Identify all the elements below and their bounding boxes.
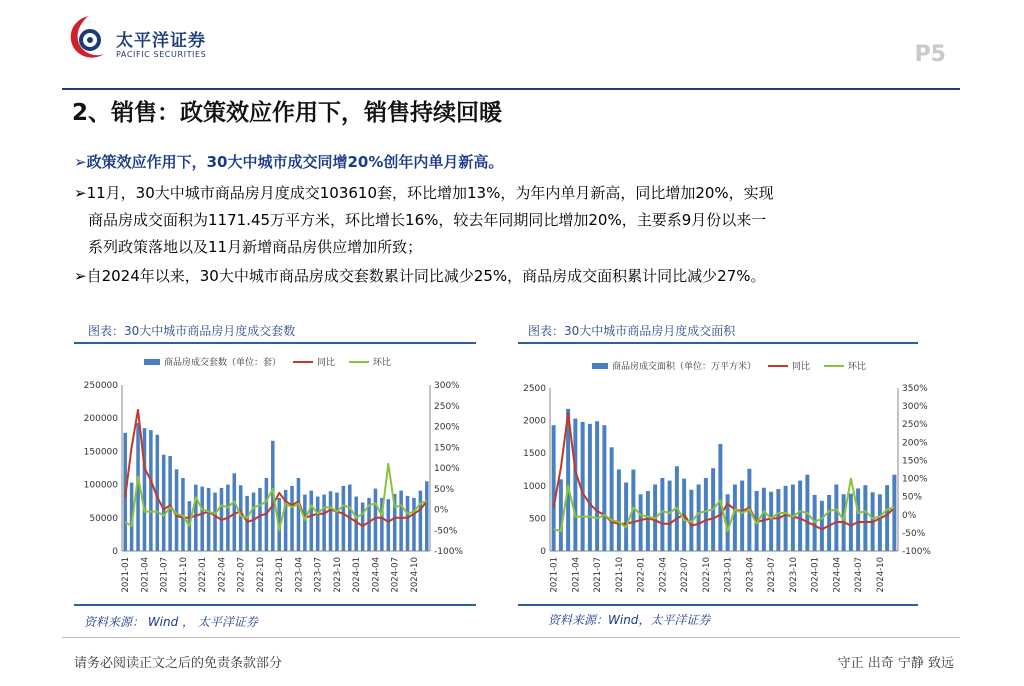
y-right-tick-label: 250%	[902, 420, 928, 431]
left-chart-caption-rule	[74, 342, 476, 344]
y-right-tick-label: 250%	[434, 401, 460, 412]
bar	[245, 496, 249, 551]
x-tick-label: 2023-01	[275, 557, 286, 593]
y-right-tick-label: -100%	[902, 547, 931, 557]
legend-label-mom: 环比	[373, 358, 392, 368]
bar	[290, 486, 294, 551]
left-chart-source: 资料来源： Wind ， 太平洋证券	[84, 615, 258, 629]
x-tick-label: 2022-01	[636, 557, 647, 593]
bar	[827, 495, 831, 551]
right-chart-source-rule	[518, 604, 918, 606]
bar	[776, 489, 780, 551]
bar	[784, 486, 788, 551]
brand-logo	[66, 14, 206, 66]
x-tick-label: 2023-04	[745, 557, 756, 593]
bar	[425, 481, 429, 551]
bar	[322, 495, 326, 551]
x-tick-label: 2024-10	[875, 557, 886, 593]
x-tick-label: 2024-04	[832, 557, 843, 593]
bar	[258, 488, 262, 551]
bar	[233, 473, 237, 551]
right-chart-source: 资料来源：Wind，太平洋证券	[548, 613, 711, 627]
bar	[149, 430, 153, 551]
y-left-tick-label: 200000	[83, 414, 118, 425]
legend-swatch-bar	[592, 363, 608, 369]
x-tick-label: 2023-01	[723, 557, 734, 593]
x-tick-label: 2021-07	[159, 557, 170, 593]
legend-label-mom: 环比	[848, 362, 867, 372]
x-tick-label: 2024-07	[390, 557, 401, 593]
y-right-tick-label: 50%	[902, 492, 923, 503]
bar	[297, 478, 301, 551]
bar	[834, 484, 838, 551]
bar	[162, 455, 166, 551]
bullet-november-line3: 系列政策落地以及11月新增商品房供应增加所致；	[88, 238, 423, 256]
bullet-november-line2: 商品房成交面积为1171.45万平方米，环比增长16%，较去年同期同比增加20%，主要系9月份以来一	[88, 211, 767, 229]
y-right-tick-label: 350%	[902, 384, 928, 394]
bar	[143, 428, 147, 551]
y-left-tick-label: 100000	[83, 480, 118, 491]
bar	[602, 425, 606, 551]
x-tick-label: 2022-04	[658, 557, 669, 593]
y-right-tick-label: 150%	[902, 456, 928, 467]
x-tick-label: 2023-07	[767, 557, 778, 593]
bar	[239, 485, 243, 551]
x-tick-label: 2022-07	[236, 557, 247, 593]
bar	[213, 493, 217, 551]
bar	[316, 497, 320, 551]
y-left-tick-label: 50000	[89, 513, 118, 524]
bar	[697, 484, 701, 551]
x-tick-label: 2021-10	[614, 557, 625, 593]
bar	[335, 493, 339, 551]
bar	[559, 479, 563, 551]
y-right-tick-label: 300%	[434, 381, 460, 391]
bar	[419, 491, 423, 551]
x-tick-label: 2023-10	[332, 557, 343, 593]
y-right-tick-label: -100%	[434, 547, 463, 557]
y-right-tick-label: 300%	[902, 402, 928, 413]
right-chart-caption: 图表：30大中城市商品房月度成交面积	[528, 324, 736, 338]
y-right-tick-label: 150%	[434, 443, 460, 454]
y-left-tick-label: 500	[528, 514, 546, 525]
bar	[820, 501, 824, 551]
bar	[624, 483, 628, 551]
legend-label-yoy: 同比	[792, 362, 811, 372]
footer-disclaimer: 请务必阅读正文之后的免责条款部分	[74, 656, 283, 671]
bar	[704, 478, 708, 551]
x-tick-label: 2024-01	[810, 557, 821, 593]
y-left-tick-label: 0	[540, 547, 546, 557]
pacific-securities-logo-icon	[66, 14, 110, 62]
y-right-tick-label: -50%	[434, 526, 458, 537]
y-left-tick-label: 1500	[523, 449, 546, 460]
left-chart-source-rule	[74, 604, 476, 606]
page-title: 2、销售：政策效应作用下，销售持续回暖	[72, 100, 503, 126]
bar	[740, 481, 744, 551]
x-tick-label: 2023-04	[294, 557, 305, 593]
bar	[892, 475, 896, 551]
bar	[849, 494, 853, 551]
y-right-tick-label: 200%	[434, 422, 460, 433]
x-tick-label: 2024-04	[371, 557, 382, 593]
legend-swatch-bar	[144, 359, 160, 365]
brand-name-en: PACIFIC SECURITIES	[116, 50, 207, 59]
bar	[660, 478, 664, 551]
bullet-ytd: ➢自2024年以来，30大中城市商品房成交套数累计同比减少25%，商品房成交面积累计同比减少27%。	[74, 267, 766, 285]
x-tick-label: 2021-04	[140, 557, 151, 593]
bar	[342, 486, 346, 551]
footer-motto: 守正 出奇 宁静 致远	[837, 656, 954, 671]
x-tick-label: 2021-01	[549, 557, 560, 593]
bar	[769, 492, 773, 551]
bar	[303, 495, 307, 551]
legend-label-yoy: 同比	[317, 358, 336, 368]
bar	[878, 494, 882, 551]
y-left-tick-label: 2000	[523, 416, 546, 427]
bar	[588, 424, 592, 551]
y-right-tick-label: 100%	[902, 474, 928, 485]
x-tick-label: 2022-07	[680, 557, 691, 593]
bar	[194, 485, 198, 551]
bar	[207, 488, 211, 551]
bar	[718, 444, 722, 551]
footer-divider	[62, 637, 960, 638]
x-tick-label: 2022-10	[255, 557, 266, 593]
bar	[856, 488, 860, 551]
bar	[168, 456, 172, 551]
x-tick-label: 2022-01	[198, 557, 209, 593]
x-tick-label: 2022-04	[217, 557, 228, 593]
x-tick-label: 2024-10	[409, 557, 420, 593]
x-tick-label: 2021-07	[593, 557, 604, 593]
y-right-tick-label: 100%	[434, 464, 460, 474]
bullet-november	[74, 180, 774, 261]
bar	[885, 485, 889, 551]
right-chart	[518, 346, 931, 600]
bar	[863, 485, 867, 551]
y-left-tick-label: 150000	[83, 447, 118, 458]
x-tick-label: 2022-10	[701, 557, 712, 593]
bar	[200, 487, 204, 551]
bar	[646, 491, 650, 551]
y-left-tick-label: 250000	[83, 381, 118, 391]
y-right-tick-label: 0%	[902, 510, 917, 521]
page-number: P5	[914, 42, 946, 67]
bar	[617, 470, 621, 552]
bar	[733, 484, 737, 551]
bar	[310, 491, 314, 551]
left-chart-caption: 图表：30大中城市商品房月度成交套数	[88, 324, 296, 338]
bar	[399, 491, 403, 551]
bar	[329, 491, 333, 551]
bar	[668, 481, 672, 551]
x-tick-label: 2023-10	[788, 557, 799, 593]
bar	[573, 419, 577, 551]
right-chart-caption-rule	[518, 342, 918, 344]
x-tick-label: 2024-01	[352, 557, 363, 593]
x-tick-label: 2024-07	[854, 557, 865, 593]
x-tick-label: 2023-07	[313, 557, 324, 593]
bar	[552, 425, 556, 551]
bullet-november-line1: ➢11月，30大中城市商品房月度成交103610套，环比增加13%，为年内单月新高，同比增加20%，实现	[74, 184, 774, 202]
x-tick-label: 2021-10	[178, 557, 189, 593]
bar	[406, 496, 410, 551]
bar	[639, 494, 643, 551]
legend-label-bar: 商品房成交面积（单位：万平方米）	[612, 362, 757, 372]
y-right-tick-label: 200%	[902, 438, 928, 449]
bar	[252, 493, 256, 551]
legend-label-bar: 商品房成交套数（单位：套）	[164, 358, 282, 368]
y-left-tick-label: 2500	[523, 384, 546, 394]
y-left-tick-label: 0	[112, 547, 118, 557]
y-right-tick-label: 50%	[434, 484, 455, 495]
x-tick-label: 2021-01	[121, 557, 132, 593]
bar	[798, 481, 802, 551]
brand-name-cn: 太平洋证券	[116, 31, 206, 51]
x-tick-label: 2021-04	[571, 557, 582, 593]
bullet-summary: ➢政策效应作用下，30大中城市成交同增20%创年内单月新高。	[74, 153, 504, 171]
bar	[175, 469, 179, 551]
y-right-tick-label: 0%	[434, 505, 449, 516]
bar	[412, 498, 416, 551]
bar	[610, 447, 614, 551]
y-left-tick-label: 1000	[523, 481, 546, 492]
bar	[387, 499, 391, 551]
bar	[595, 421, 599, 551]
left-chart	[74, 346, 476, 600]
header-divider	[62, 88, 960, 90]
y-right-tick-label: -50%	[902, 528, 926, 539]
bar	[374, 489, 378, 551]
